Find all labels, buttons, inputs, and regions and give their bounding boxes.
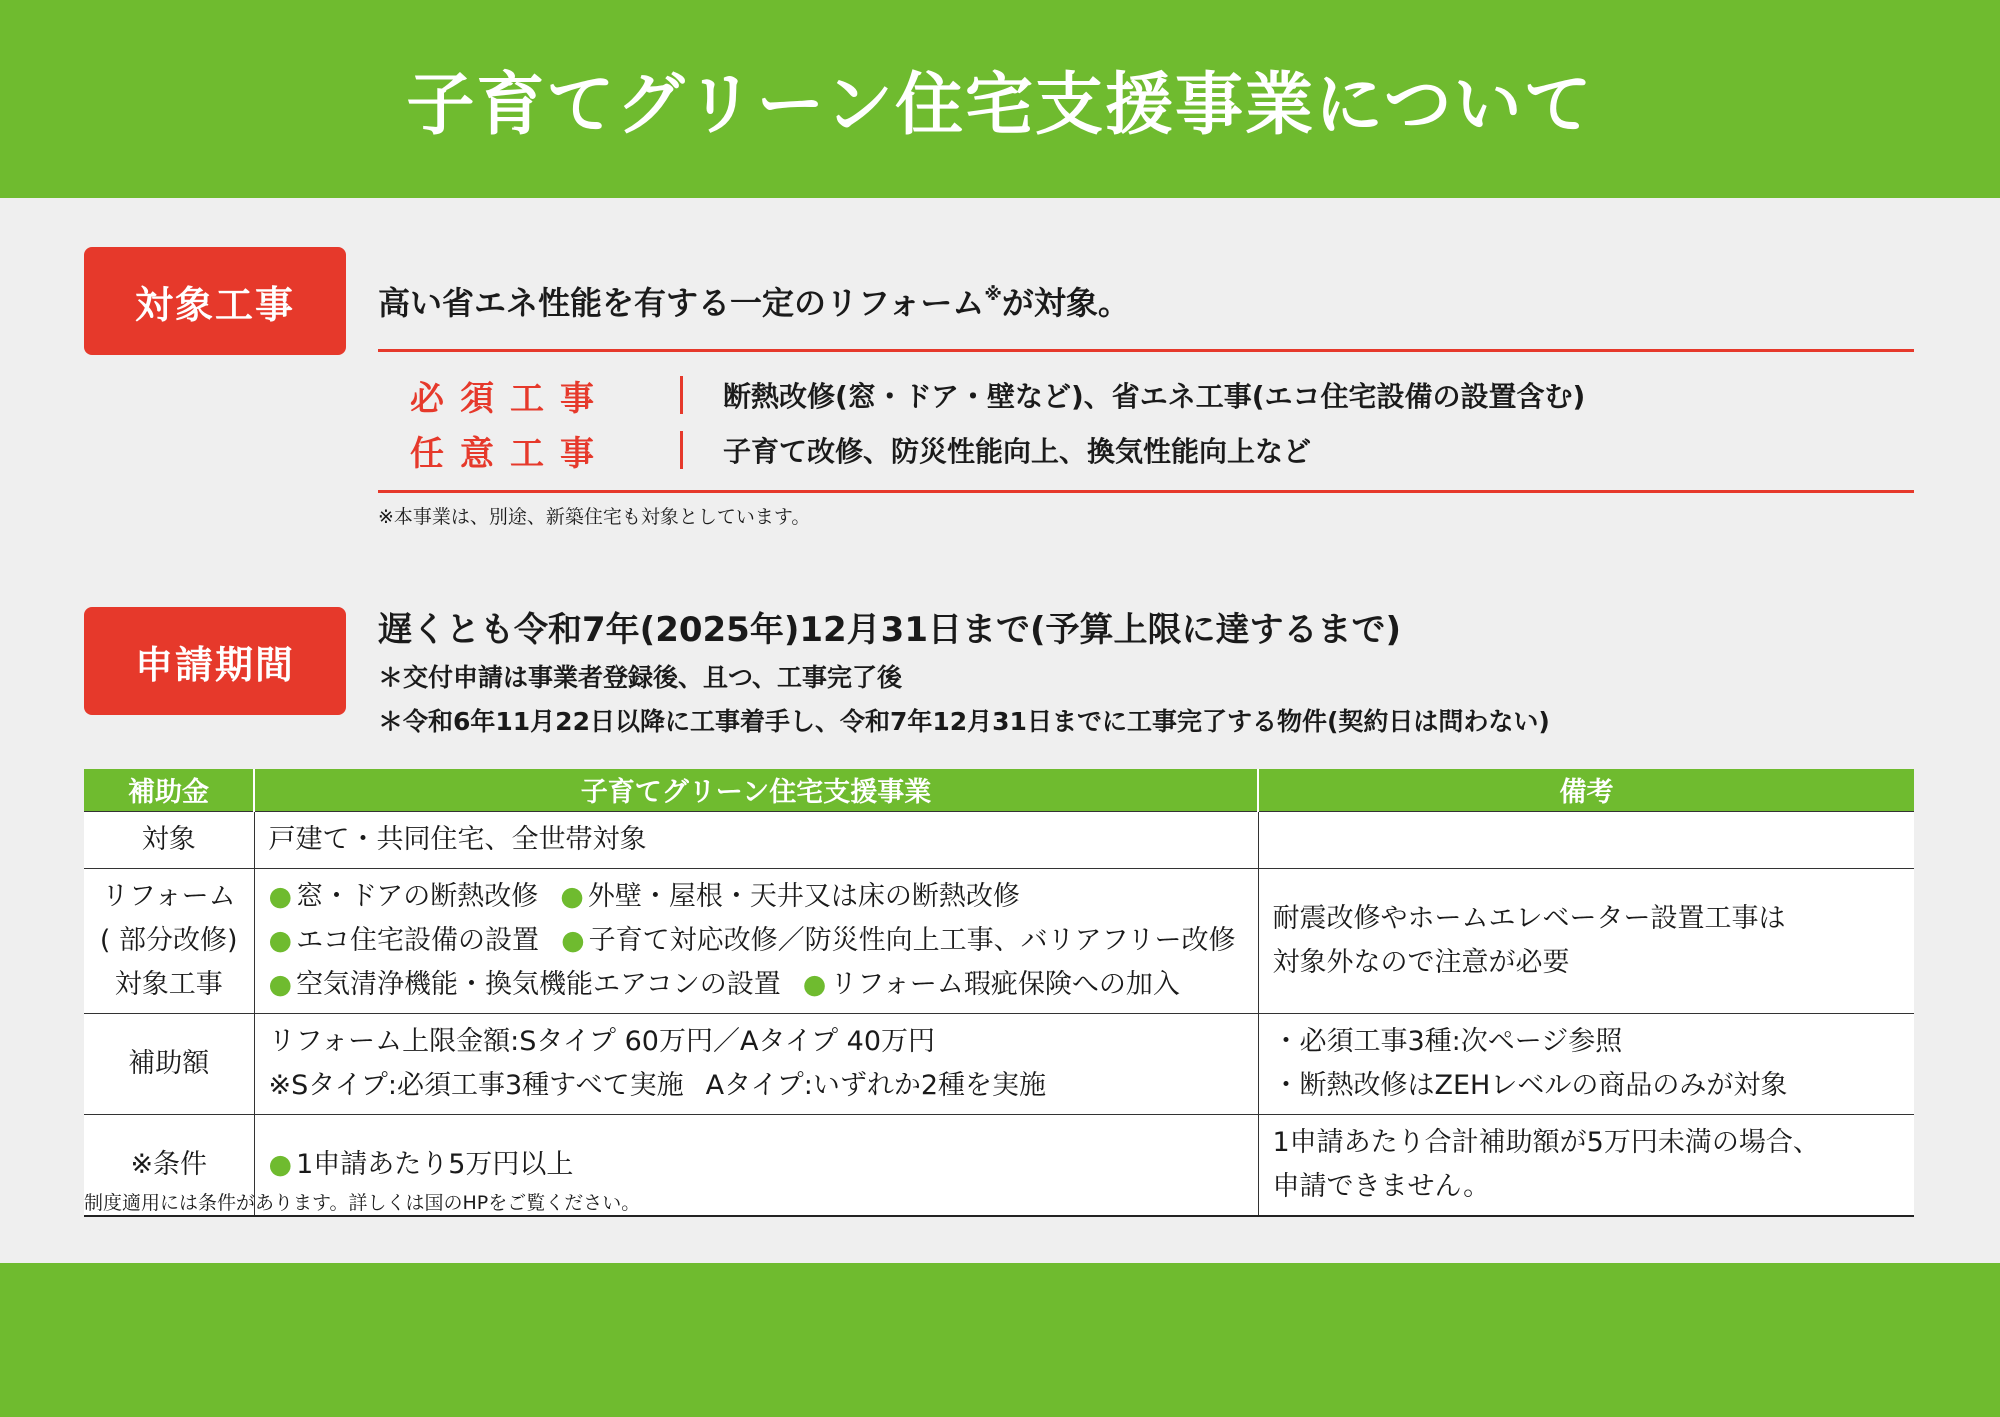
row-separator — [680, 431, 683, 469]
target-work-lead — [378, 278, 1130, 324]
reform-item-line — [269, 963, 1244, 1007]
required-work-row — [410, 370, 1585, 420]
row-label-line: ( 部分改修) — [99, 924, 238, 956]
optional-work-text: 子育て改修、防災性能向上、換気性能向上など — [723, 435, 1312, 468]
target-work-note: ※本事業は、別途、新築住宅も対象としています。 — [378, 506, 811, 528]
application-period-note: ＊令和6年11月22日以降に工事着手し、令和7年12月31日までに工事完了する物件(契約日は問わない) — [378, 707, 1550, 736]
table-row — [84, 868, 1914, 1013]
row-label-amount: 補助額 — [84, 1013, 254, 1114]
row-label-line: 対象工事 — [114, 968, 223, 1000]
header-subsidy: 補助金 — [84, 769, 254, 811]
application-period-badge: 申請期間 — [84, 607, 346, 715]
row-label-target: 対象 — [84, 811, 254, 868]
target-work-badge: 対象工事 — [84, 247, 346, 355]
optional-work-label: 任意工事 — [410, 433, 610, 474]
bullet-icon: ● — [268, 880, 293, 912]
reform-item: 外壁・屋根・天井又は床の断熱改修 — [587, 880, 1020, 912]
reform-item-line — [269, 919, 1244, 963]
bullet-icon: ● — [560, 880, 584, 912]
bullet-icon: ● — [268, 1148, 293, 1180]
reform-item: 空気清浄機能・換気機能エアコンの設置 — [296, 968, 781, 1000]
optional-work-row — [410, 425, 1311, 475]
condition-remark — [1258, 1114, 1914, 1216]
required-work-label: 必須工事 — [410, 378, 610, 419]
required-work-text: 断熱改修(窓・ドア・壁など)、省エネ工事(エコ住宅設備の設置含む) — [723, 380, 1586, 413]
row-label-line: リフォーム — [101, 880, 236, 912]
bullet-icon: ● — [268, 968, 293, 1000]
target-work-lead-text: 高い省エネ性能を有する一定のリフォーム — [378, 284, 985, 322]
target-work-lead-tail: が対象。 — [1001, 284, 1130, 322]
remark-line: 対象外なので注意が必要 — [1272, 946, 1570, 978]
table-row — [84, 811, 1914, 868]
row-label-reform — [84, 868, 254, 1013]
amount-value — [254, 1013, 1258, 1114]
header-program: 子育てグリーン住宅支援事業 — [254, 769, 1258, 811]
row-label-condition: ※条件 — [84, 1114, 254, 1216]
application-period-note: ＊交付申請は事業者登録後、且つ、工事完了後 — [378, 663, 903, 692]
target-work-lead-mark: ※ — [984, 284, 1002, 305]
condition-text: 1申請あたり5万円以上 — [296, 1148, 574, 1180]
remark-line: ・断熱改修はZEHレベルの商品のみが対象 — [1272, 1069, 1788, 1101]
header-remarks: 備考 — [1258, 769, 1914, 811]
amount-s-type: ※Sタイプ:必須工事3種すべて実施 — [268, 1069, 684, 1101]
bullet-icon: ● — [561, 924, 585, 956]
subsidy-table — [84, 769, 1914, 1217]
remark-line: 申請できません。 — [1272, 1170, 1491, 1202]
application-period-lead: 遅くとも令和7年(2025年)12月31日まで(予算上限に達するまで) — [378, 610, 1402, 650]
remark-line: 耐震改修やホームエレベーター設置工事は — [1272, 902, 1786, 934]
amount-line — [269, 1064, 1244, 1108]
amount-remark — [1258, 1013, 1914, 1114]
table-header-row — [84, 769, 1914, 811]
bullet-icon: ● — [268, 924, 293, 956]
reform-item: エコ住宅設備の設置 — [296, 924, 540, 956]
amount-a-type: Aタイプ:いずれか2種を実施 — [705, 1069, 1047, 1101]
reform-item-line — [269, 875, 1244, 919]
reform-item: 子育て対応改修／防災性向上工事、バリアフリー改修 — [588, 924, 1236, 956]
page-footer — [0, 1263, 2000, 1417]
remark-line: 1申請あたり合計補助額が5万円未満の場合、 — [1272, 1126, 1820, 1158]
row-separator — [680, 376, 683, 414]
page-title: 子育てグリーン住宅支援事業について — [406, 65, 1594, 145]
bullet-icon: ● — [802, 968, 827, 1000]
reform-items — [254, 868, 1258, 1013]
reform-item: リフォーム瑕疵保険への加入 — [830, 968, 1180, 1000]
reform-remark — [1258, 868, 1914, 1013]
divider-bottom — [378, 490, 1914, 493]
divider-top — [378, 349, 1914, 352]
table-row — [84, 1013, 1914, 1114]
footnote: 制度適用には条件があります。詳しくは国のHPをご覧ください。 — [84, 1192, 641, 1214]
target-remark — [1258, 811, 1914, 868]
amount-line: リフォーム上限金額:Sタイプ 60万円／Aタイプ 40万円 — [268, 1025, 936, 1057]
page-header — [0, 0, 2000, 198]
reform-item: 窓・ドアの断熱改修 — [296, 880, 539, 912]
remark-line: ・必須工事3種:次ページ参照 — [1272, 1025, 1623, 1057]
target-value: 戸建て・共同住宅、全世帯対象 — [254, 811, 1258, 868]
